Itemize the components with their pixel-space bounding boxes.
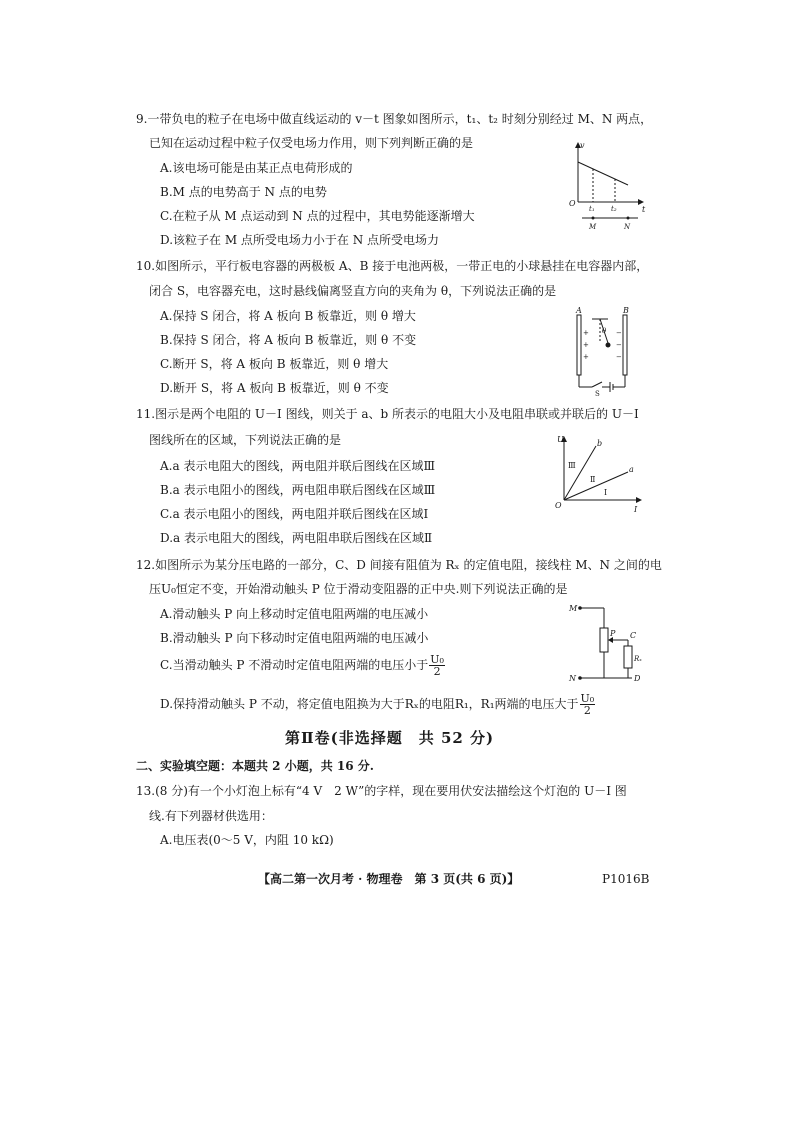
line-a [564,472,628,500]
region-1-label: Ⅰ [604,488,608,497]
plus-3: + [583,353,589,361]
n-label: N [569,674,576,683]
q13-line2: 线.有下列器材供选用： [149,809,273,823]
charged-ball [606,343,611,348]
q10-option-d: D.断开 S，将 A 板向 B 板靠近，则 θ 不变 [160,381,389,395]
vt-line [578,162,628,185]
frac-denominator: 2 [433,665,441,678]
section2-heading: 二、实验填空题：本题共 2 小题，共 16 分. [136,759,374,773]
terminal-m [578,606,582,610]
line-b [564,446,596,500]
q11-option-c: C.a 表示电阻小的图线，两电阻并联后图线在区域Ⅰ [160,507,429,521]
q10-option-a: A.保持 S 闭合，将 A 板向 B 板靠近，则 θ 增大 [160,309,416,323]
q12-option-c [160,654,445,677]
q11-option-a: A.a 表示电阻大的图线，两电阻并联后图线在区域Ⅲ [160,459,436,473]
d-label: D [634,674,641,683]
q9-stem-line2: 已知在运动过程中粒子仅受电场力作用，则下列判断正确的是 [149,136,474,150]
q12-option-c-text: C.当滑动触头 P 不滑动时定值电阻两端的电压小于 [160,658,429,672]
fraction-u0-over-2 [429,654,445,677]
q11-stem-line2: 图线所在的区域，下列说法正确的是 [149,433,342,447]
plate-a [577,315,581,375]
q11-stem-line1: 11.图示是两个电阻的 U－I 图线，则关于 a、b 所表示的电阻大小及电阻串联或并联后的 U－I [136,407,639,421]
fraction-u0-over-2 [580,693,596,716]
q9-stem-line1: 9.一带负电的粒子在电场中做直线运动的 v－t 图象如图所示，t₁、t₂ 时刻分别经过 M、N 两点， [136,112,653,126]
q12-option-a: A.滑动触头 P 向上移动时定值电阻两端的电压减小 [160,607,429,621]
n-label: N [624,223,631,231]
region-3-label: Ⅲ [568,461,576,470]
label-a: A [576,306,582,315]
m-label: M [569,604,578,613]
q10-stem-line1: 10.如图所示，平行板电容器的两极板 A、B 接于电池两极，一带正电的小球悬挂在电容器内部， [136,259,649,273]
region-2-label: Ⅱ [590,475,596,484]
frac-numerator: U₀ [580,692,595,705]
origin-label: O [555,501,562,510]
p-label: P [610,629,616,638]
label-theta: θ [602,327,607,335]
frac-denominator: 2 [583,704,591,717]
q12-option-b: B.滑动触头 P 向下移动时定值电阻两端的电压减小 [160,631,429,645]
u-label: U [557,435,564,444]
origin-label: O [569,199,576,208]
q12-option-d-text: D.保持滑动触头 P 不动，将定值电阻换为大于Rₓ的电阻R₁，R₁两端的电压大于 [160,697,579,711]
q10-option-b: B.保持 S 闭合，将 A 板向 B 板靠近，则 θ 不变 [160,333,417,347]
plus-2: + [583,341,589,349]
q11-ui-graph [552,432,644,514]
q10-stem-line2: 闭合 S，电容器充电，这时悬线偏离竖直方向的夹角为 θ，下列说法正确的是 [149,284,557,298]
terminal-n [578,676,582,680]
q9-option-c: C.在粒子从 M 点运动到 N 点的过程中，其电势能逐渐增大 [160,209,475,223]
t-label: t [642,205,646,214]
minus-1: − [616,329,622,337]
i-axis-arrow [636,497,642,503]
q10-option-c: C.断开 S，将 A 板向 B 板靠近，则 θ 增大 [160,357,389,371]
resistor-rx [624,646,632,668]
q12-option-d [160,693,595,716]
q9-option-d: D.该粒子在 M 点所受电场力小于在 N 点所受电场力 [160,233,440,247]
q9-option-b: B.M 点的电势高于 N 点的电势 [160,185,327,199]
q11-option-d: D.a 表示电阻大的图线，两电阻串联后图线在区域Ⅱ [160,531,433,545]
b-label: b [597,439,603,448]
c-label: C [630,631,637,640]
t2-label: t₂ [611,205,617,213]
frac-numerator: U₀ [430,653,444,666]
n-dot [627,217,630,220]
plate-b [623,315,627,375]
footer-title: 【高二第一次月考 · 物理卷 第 3 页(共 6 页)】 [258,872,520,886]
q12-stem-line2: 压U₀恒定不变，开始滑动触头 P 位于滑动变阻器的正中央.则下列说法正确的是 [149,582,568,596]
minus-3: − [616,353,622,361]
v-label: v [580,141,585,150]
q9-option-a: A.该电场可能是由某正点电荷形成的 [160,161,353,175]
m-dot [592,217,595,220]
plus-1: + [583,329,589,337]
q13-option-a: A.电压表(0～5 V，内阻 10 kΩ) [160,833,334,847]
rx-label: Rₓ [634,655,642,663]
q12-stem-line1: 12.如图所示为某分压电路的一部分，C、D 间接有阻值为 Rₓ 的定值电阻，接线柱 M、N 之间的电 [136,558,662,572]
q10-capacitor-figure [568,305,648,397]
m-label: M [589,223,597,231]
footer-code: P1016B [602,872,650,886]
section2-title: 第Ⅱ卷(非选择题 共 52 分) [285,729,495,747]
q12-divider-circuit [568,600,648,684]
q11-option-b: B.a 表示电阻小的图线，两电阻串联后图线在区域Ⅲ [160,483,436,497]
t1-label: t₁ [589,205,595,213]
switch-s [592,382,602,387]
minus-2: − [616,341,622,349]
rheostat [600,628,608,652]
i-label: I [634,505,638,514]
label-s: S [595,390,600,398]
q9-vt-graph [568,140,648,230]
q13-line1: 13.(8 分)有一个小灯泡上标有“4 V 2 W”的字样，现在要用伏安法描绘这个灯泡的 U－I 图 [136,784,627,798]
a-label: a [629,465,634,474]
label-b: B [623,306,629,315]
